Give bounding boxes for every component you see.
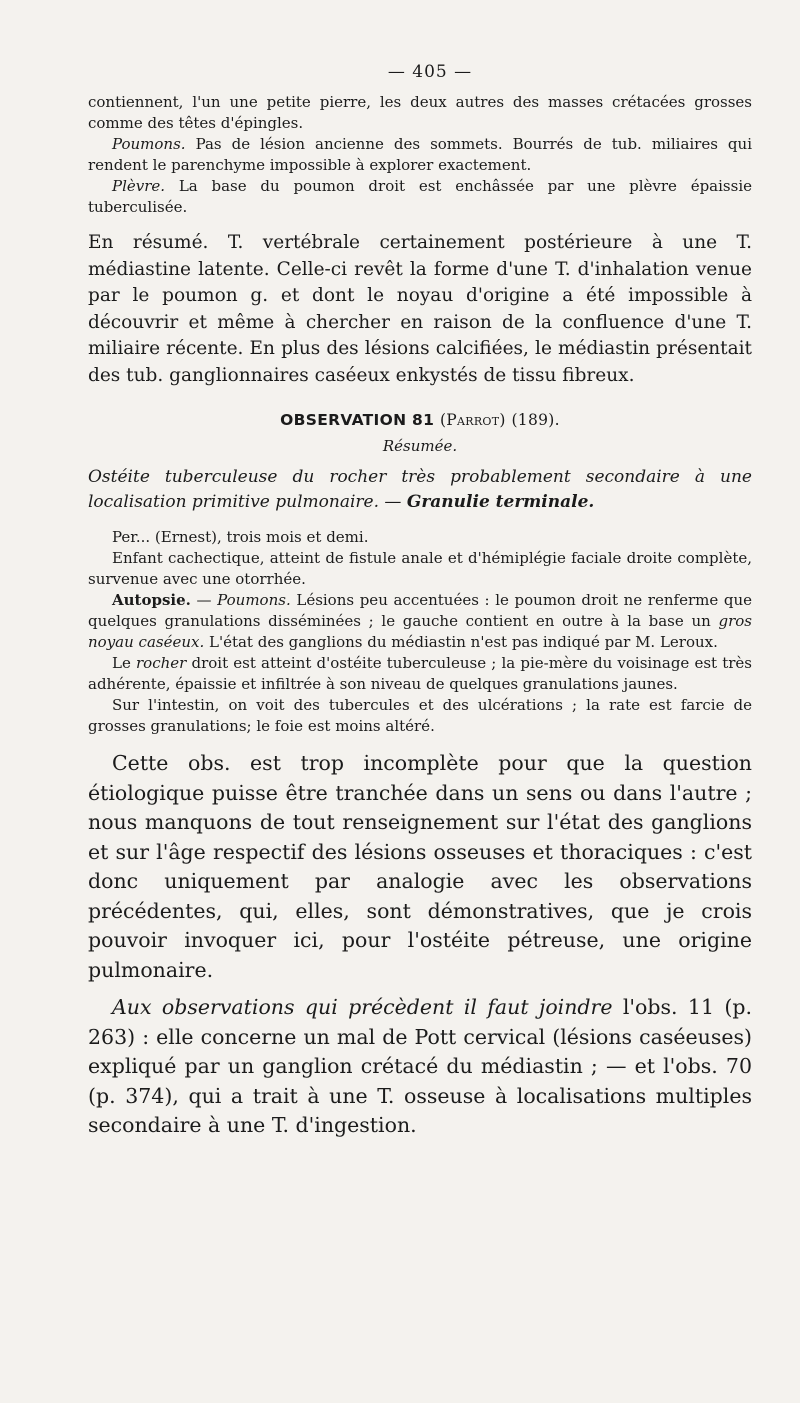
commentary-text: l'obs. 11 (p. 263) : elle concerne un mal de Pott cervical (lésions caséeuses) expliqué par un ganglion crétacé du médiastin ; — et l'obs. 70 (p. 374), qui a trait à une T. osseuse à localisations multiples secondaire à une T. d'ingestion. [88,995,753,1137]
intro-paragraph-plevre [88,176,752,218]
poumons-text: Pas de lésion ancienne des sommets. Bourrés de tub. miliaires qui rendent le parenchyme impossible à explorer exactement. [88,135,752,174]
observation-ref: (189). [511,411,560,429]
autopsy-sep: — [190,591,218,609]
observation-resume: Résumée. [382,437,458,455]
autopsy-sub: Poumons. [217,591,291,609]
plevre-label: Plèvre. [112,177,166,195]
observation-autopsy [88,590,752,653]
poumons-label: Poumons. [112,135,186,153]
page-number: — 405 — [387,62,473,82]
observation-title [88,465,752,515]
page-content [88,62,752,1141]
observation-title-end: Granulie terminale. [406,492,595,512]
observation-history: Enfant cachectique, atteint de fistule anale et d'hémiplégie faciale droite complète, survenue avec une otorrhée. [88,549,752,588]
observation-title-sep: — [379,492,407,512]
intro-paragraph-poumons [88,134,752,176]
observation-heading [88,411,752,429]
observation-intestine: Sur l'intestin, on voit des tubercules et des ulcérations ; la rate est farcie de grosses granulations; le foie est moins altéré. [88,696,752,735]
observation-author: (Parrot) [439,411,506,429]
commentary-italic: Aux observations qui précèdent il faut joindre [112,995,613,1019]
rocher-text: droit est atteint d'ostéite tuberculeuse ; la pie-mère du voisinage est très adhérente, épaissie et infiltrée à son niveau de quelques granulations jaunes. [88,654,752,693]
autopsy-label: Autopsie. [112,591,191,609]
intro-paragraph-1: contiennent, l'un une petite pierre, les deux autres des masses crétacées grosses comme des têtes d'épingles. [88,93,752,132]
observation-label: OBSERVATION 81 [280,411,435,429]
autopsy-text-2: L'état des ganglions du médiastin n'est pas indiqué par M. Leroux. [204,633,718,651]
rocher-italic: rocher [136,654,187,672]
observation-title-main: Ostéite tuberculeuse du rocher très probablement secondaire à une localisation primitive pulmonaire. [88,467,752,512]
commentary-paragraph-1: Cette obs. est trop incomplète pour que la question étiologique puisse être tranchée dans un sens ou dans l'autre ; nous manquons de tout renseignement sur l'état des ganglions et sur l'âge respectif des lésions osseuses et thoraciques : c'est donc uniquement par analogie avec les observations précédentes, qui, elles, sont démonstratives, que je crois pouvoir invoquer ici, pour l'ostéite pétreuse, une origine pulmonaire. [88,751,752,982]
summary-paragraph: En résumé. T. vertébrale certainement postérieure à une T. médiastine latente. Celle-ci revêt la forme d'une T. d'inhalation venue par le poumon g. et dont le noyau d'origine a été impossible à découvrir et même à chercher en raison de la confluence d'une T. miliaire récente. En plus des lésions calcifiées, le médiastin présentait des tub. ganglionnaires caséeux enkystés de tissu fibreux. [88,232,752,386]
observation-rocher [88,653,752,695]
observation-patient: Per... (Ernest), trois mois et demi. [112,528,369,546]
autopsy-italic: gros noyau caséeux. [88,612,752,651]
plevre-text: La base du poumon droit est enchâssée par une plèvre épaissie tuberculisée. [88,177,752,216]
commentary-paragraph-2 [88,993,752,1141]
rocher-pre: Le [112,654,136,672]
autopsy-text-1: Lésions peu accentuées : le poumon droit ne renferme que quelques granulations disséminées ; le gauche contient en outre à la base un [88,591,752,630]
